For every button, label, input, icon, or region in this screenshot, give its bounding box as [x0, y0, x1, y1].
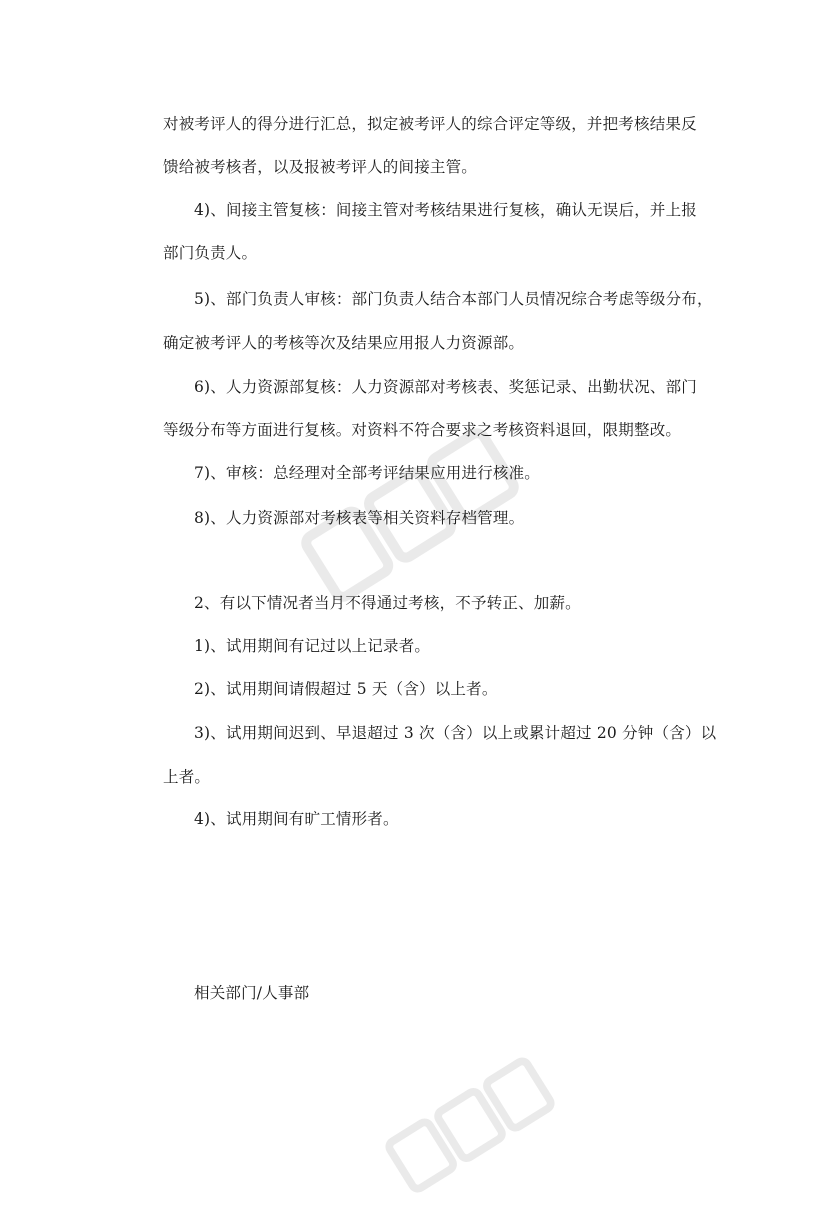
step-4-line-1: 4)、间接主管复核：间接主管对考核结果进行复核，确认无误后，并上报	[194, 201, 698, 219]
paragraph-summary-line-2: 馈给被考核者，以及报被考评人的间接主管。	[163, 158, 478, 176]
condition-4: 4)、试用期间有旷工情形者。	[194, 810, 399, 828]
step-8: 8)、人力资源部对考核表等相关资料存档管理。	[194, 509, 525, 527]
condition-3-line-1: 3)、试用期间迟到、早退超过 3 次（含）以上或累计超过 20 分钟（含）以	[194, 724, 717, 742]
section-2-heading: 2、有以下情况者当月不得通过考核，不予转正、加薪。	[194, 594, 581, 612]
step-4-line-2: 部门负责人。	[163, 244, 258, 262]
condition-2: 2)、试用期间请假超过 5 天（含）以上者。	[194, 680, 498, 698]
step-5-line-1: 5)、部门负责人审核：部门负责人结合本部门人员情况综合考虑等级分布，	[194, 290, 713, 308]
step-6-line-2: 等级分布等方面进行复核。对资料不符合要求之考核资料退回，限期整改。	[163, 421, 682, 439]
step-5-line-2: 确定被考评人的考核等次及结果应用报人力资源部。	[163, 334, 525, 352]
watermark-graphic-lower	[375, 1048, 565, 1203]
step-7: 7)、审核：总经理对全部考评结果应用进行核准。	[194, 464, 541, 482]
department-footer: 相关部门/人事部	[194, 984, 310, 1002]
condition-1: 1)、试用期间有记过以上记录者。	[194, 637, 431, 655]
watermark-stamp-lower	[375, 1048, 565, 1203]
condition-3-line-2: 上者。	[163, 768, 211, 786]
step-6-line-1: 6)、人力资源部复核：人力资源部对考核表、奖惩记录、出勤状况、部门	[194, 378, 698, 396]
paragraph-summary-line-1: 对被考评人的得分进行汇总，拟定被考评人的综合评定等级，并把考核结果反	[163, 115, 697, 133]
